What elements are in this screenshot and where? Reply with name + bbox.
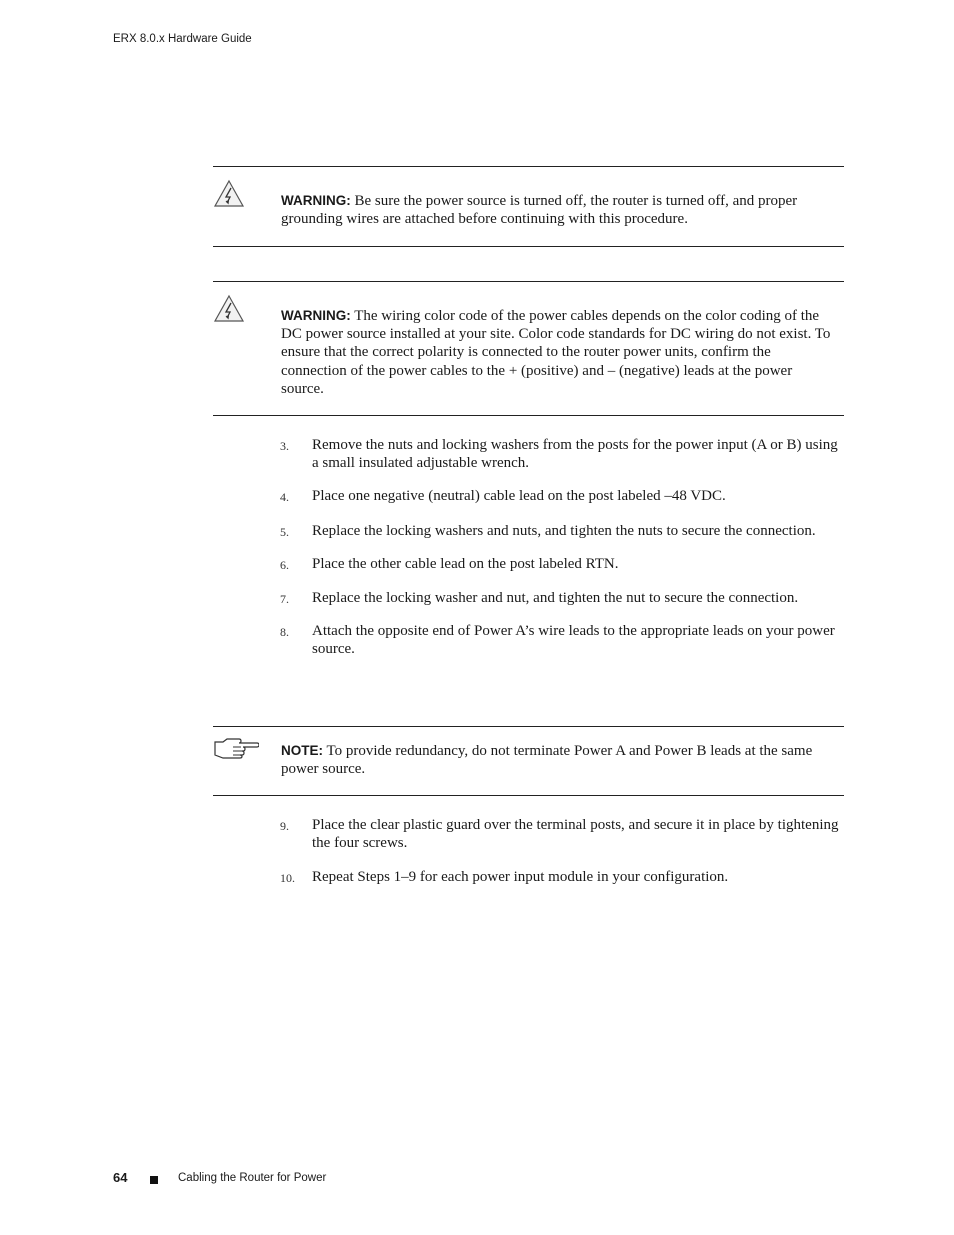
list-item [280,816,842,852]
footer-section-title: Cabling the Router for Power [178,1172,327,1184]
procedure-steps-a [280,436,842,659]
step-number: 8. [280,625,289,640]
note-text: To provide redundancy, do not terminate Power A and Power B leads at the same power source. [281,743,813,778]
list-item [280,589,842,607]
step-number: 5. [280,524,289,539]
step-number: 3. [280,439,289,453]
step-number: 7. [280,592,289,607]
running-header: ERX 8.0.x Hardware Guide [113,33,252,45]
page-number: 64 [113,1170,128,1185]
step-text: Repeat Steps 1–9 for each power input module in your configuration. [312,869,729,886]
warning-lightning-icon [213,179,245,214]
step-text: Replace the locking washer and nut, and tighten the nut to secure the connection. [312,590,799,607]
warning-lightning-icon [213,294,245,329]
note-callout [213,726,844,796]
step-text: Place the clear plastic guard over the terminal posts, and secure it in place by tightening the four screws. [312,817,839,852]
note-label: NOTE: [281,743,323,758]
warning-text: Be sure the power source is turned off, the router is turned off, and proper grounding wires are attached before continuing with this procedure. [281,193,798,228]
step-number: 10. [280,871,295,886]
list-item [280,868,842,886]
pointing-hand-icon [213,737,259,764]
list-item [280,622,842,658]
list-item [280,522,842,540]
warning-callout-2 [213,281,844,416]
procedure-steps-b [280,816,842,887]
step-number: 4. [280,490,289,505]
warning-callout-1 [213,166,844,247]
footer-square-bullet [150,1176,158,1184]
step-number: 6. [280,557,289,572]
step-number: 9. [280,819,289,833]
warning-text: The wiring color code of the power cables depends on the color coding of the DC power source installed at your site. Color code standards for DC wiring do not exist. To ensure that the correct polarity is connected to the router power units, confirm the connection of the power cables to the + (positive) and – (negative) leads at the power source. [281,308,831,397]
list-item [280,436,842,472]
step-text: Place one negative (neutral) cable lead on the post labeled –48 VDC. [312,488,726,505]
step-text: Attach the opposite end of Power A’s wire leads to the appropriate leads on your power source. [312,623,835,658]
step-text: Place the other cable lead on the post labeled RTN. [312,555,619,572]
step-text: Remove the nuts and locking washers from the posts for the power input (A or B) using a small insulated adjustable wrench. [312,437,838,472]
list-item [280,487,842,505]
list-item [280,555,842,573]
warning-label: WARNING: [281,193,351,208]
warning-label: WARNING: [281,308,351,323]
step-text: Replace the locking washers and nuts, and tighten the nuts to secure the connection. [312,522,816,539]
